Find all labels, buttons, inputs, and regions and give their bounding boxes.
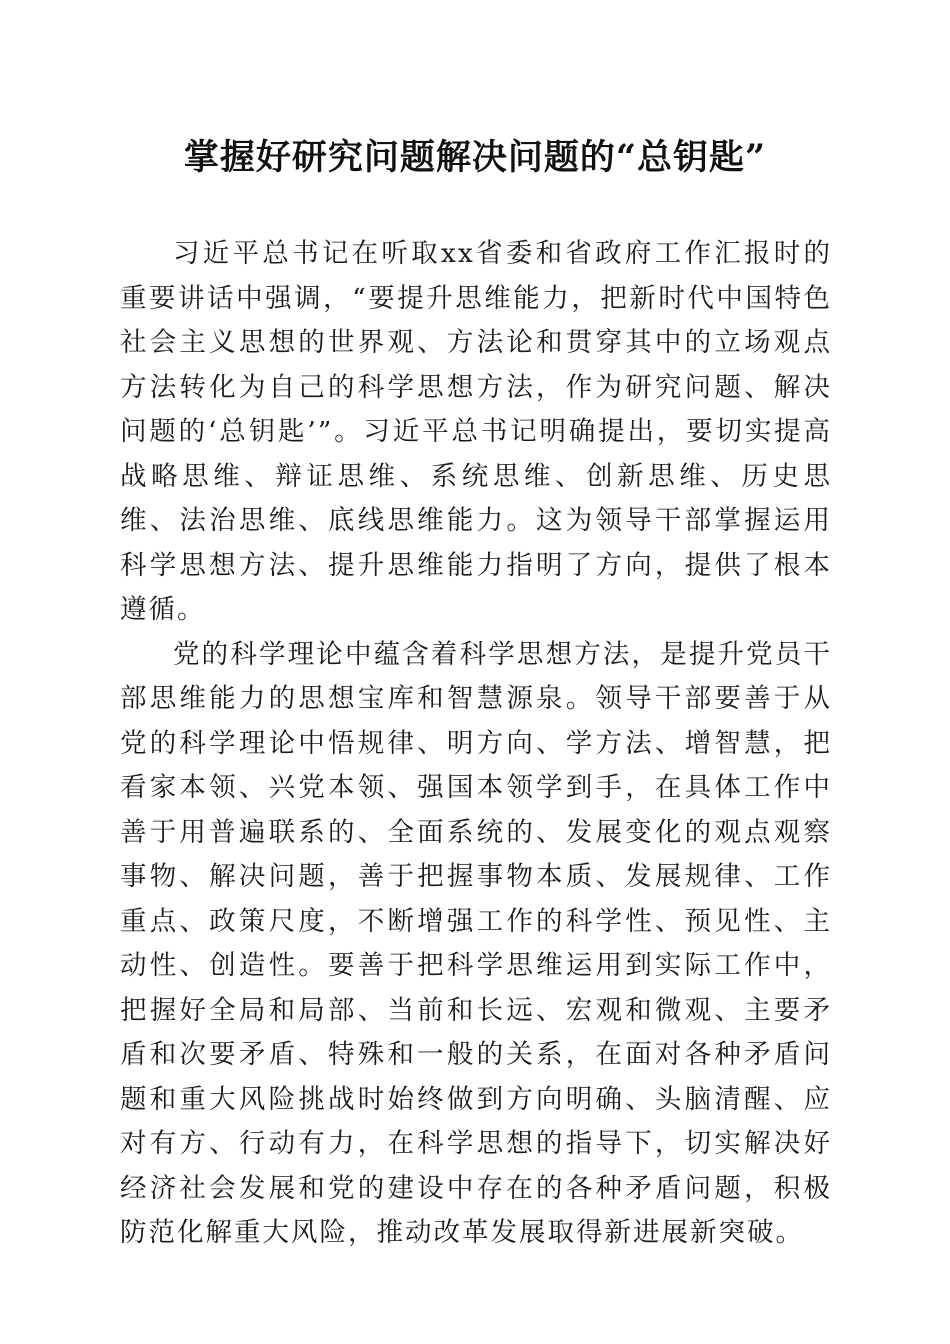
document-title: 掌握好研究问题解决问题的“总钥匙” <box>183 137 767 178</box>
paragraph-1: 习近平总书记在听取xx省委和省政府工作汇报时的重要讲话中强调，“要提升思维能力，把新时代中国特色社会主义思想的世界观、方法论和贯穿其中的立场观点方法转化为自己的科学思想方法，作为研究问题、解决问题的‘总钥匙’”。习近平总书记明确提出，要切实提高战略思维、辩证思维、系统思维、创新思维、历史思维、法治思维、底线思维能力。这为领导干部掌握运用科学思想方法、提升思维能力指明了方向，提供了根本遵循。 <box>120 238 832 625</box>
paragraph-2: 党的科学理论中蕴含着科学思想方法，是提升党员干部思维能力的思想宝库和智慧源泉。领导干部要善于从党的科学理论中悟规律、明方向、学方法、增智慧，把看家本领、兴党本领、强国本领学到手，在具体工作中善于用普遍联系的、全面系统的、发展变化的观点观察事物、解决问题，善于把握事物本质、发展规律、工作重点、政策尺度，不断增强工作的科学性、预见性、主动性、创造性。要善于把科学思维运用到实际工作中，把握好全局和局部、当前和长远、宏观和微观、主要矛盾和次要矛盾、特殊和一般的关系，在面对各种矛盾问题和重大风险挑战时始终做到方向明确、头脑清醒、应对有方、行动有力，在科学思想的指导下，切实解决好经济社会发展和党的建设中存在的各种矛盾问题，积极防范化解重大风险，推动改革发展取得新进展新突破。 <box>120 638 832 1248</box>
document-body <box>120 232 832 1256</box>
